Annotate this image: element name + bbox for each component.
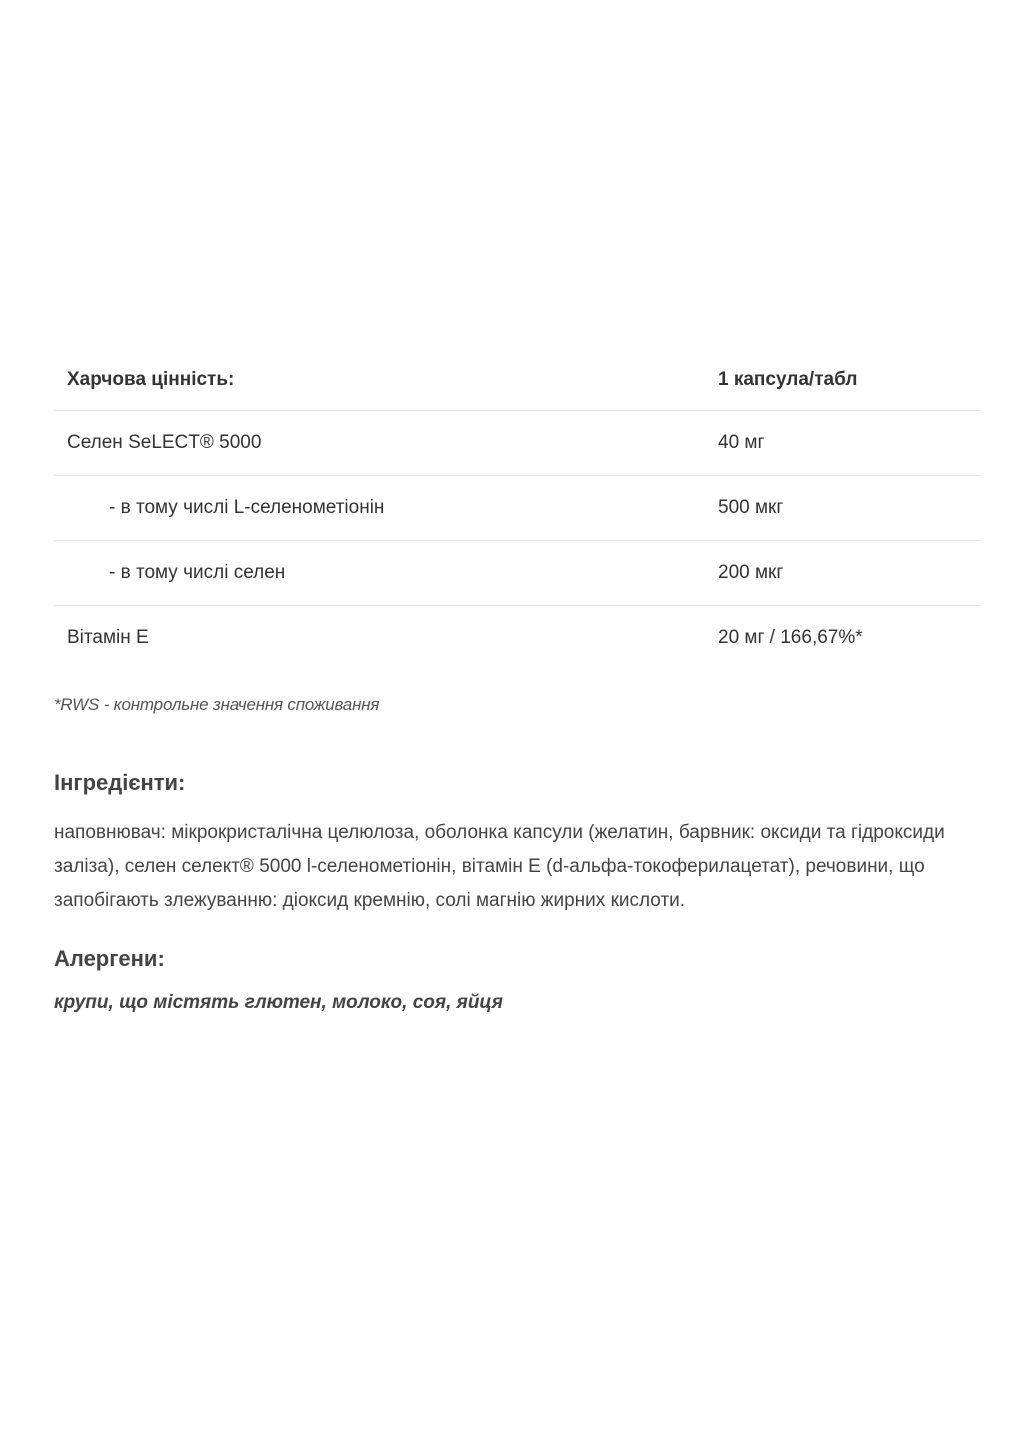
ingredients-title: Інгредієнти:: [54, 770, 186, 795]
nutrient-name: - в тому числі L-селенометіонін: [54, 476, 705, 541]
nutrient-value: 500 мкг: [705, 476, 980, 541]
nutrition-header-value: 1 капсула/табл: [705, 350, 980, 411]
table-row: [54, 476, 980, 541]
table-row: [54, 606, 980, 671]
nutrient-value: 20 мг / 166,67%*: [718, 627, 863, 648]
nutrient-name: - в тому числі селен: [54, 541, 705, 606]
nutrient-value: 200 мкг: [705, 541, 980, 606]
nutrition-header-name: Харчова цінність:: [54, 350, 705, 411]
nutrition-table-header: [54, 350, 980, 411]
ingredients-text: наповнювач: мікрокристалічна целюлоза, оболонка капсули (желатин, барвник: оксиди та гідроксиди заліза), селен селект® 5000 l-селенометіонін, вітамін Е (d-альфа-токоферилацетат), речовини, що запобігають злежуванню: діоксид кремнію, солі магнію жирних кислоти.: [54, 822, 945, 911]
product-info: [54, 350, 980, 1014]
rws-footnote: *RWS - контрольне значення споживання: [54, 695, 380, 714]
table-row: [54, 411, 980, 476]
nutrition-table: [54, 350, 980, 670]
table-row: [54, 541, 980, 606]
nutrient-name: Вітамін Е: [67, 627, 149, 648]
allergens-text: крупи, що містять глютен, молоко, соя, яйця: [54, 992, 503, 1013]
nutrient-value: 40 мг: [705, 411, 980, 476]
nutrient-name: Селен SeLECT® 5000: [54, 411, 705, 476]
allergens-title: Алергени:: [54, 946, 165, 971]
